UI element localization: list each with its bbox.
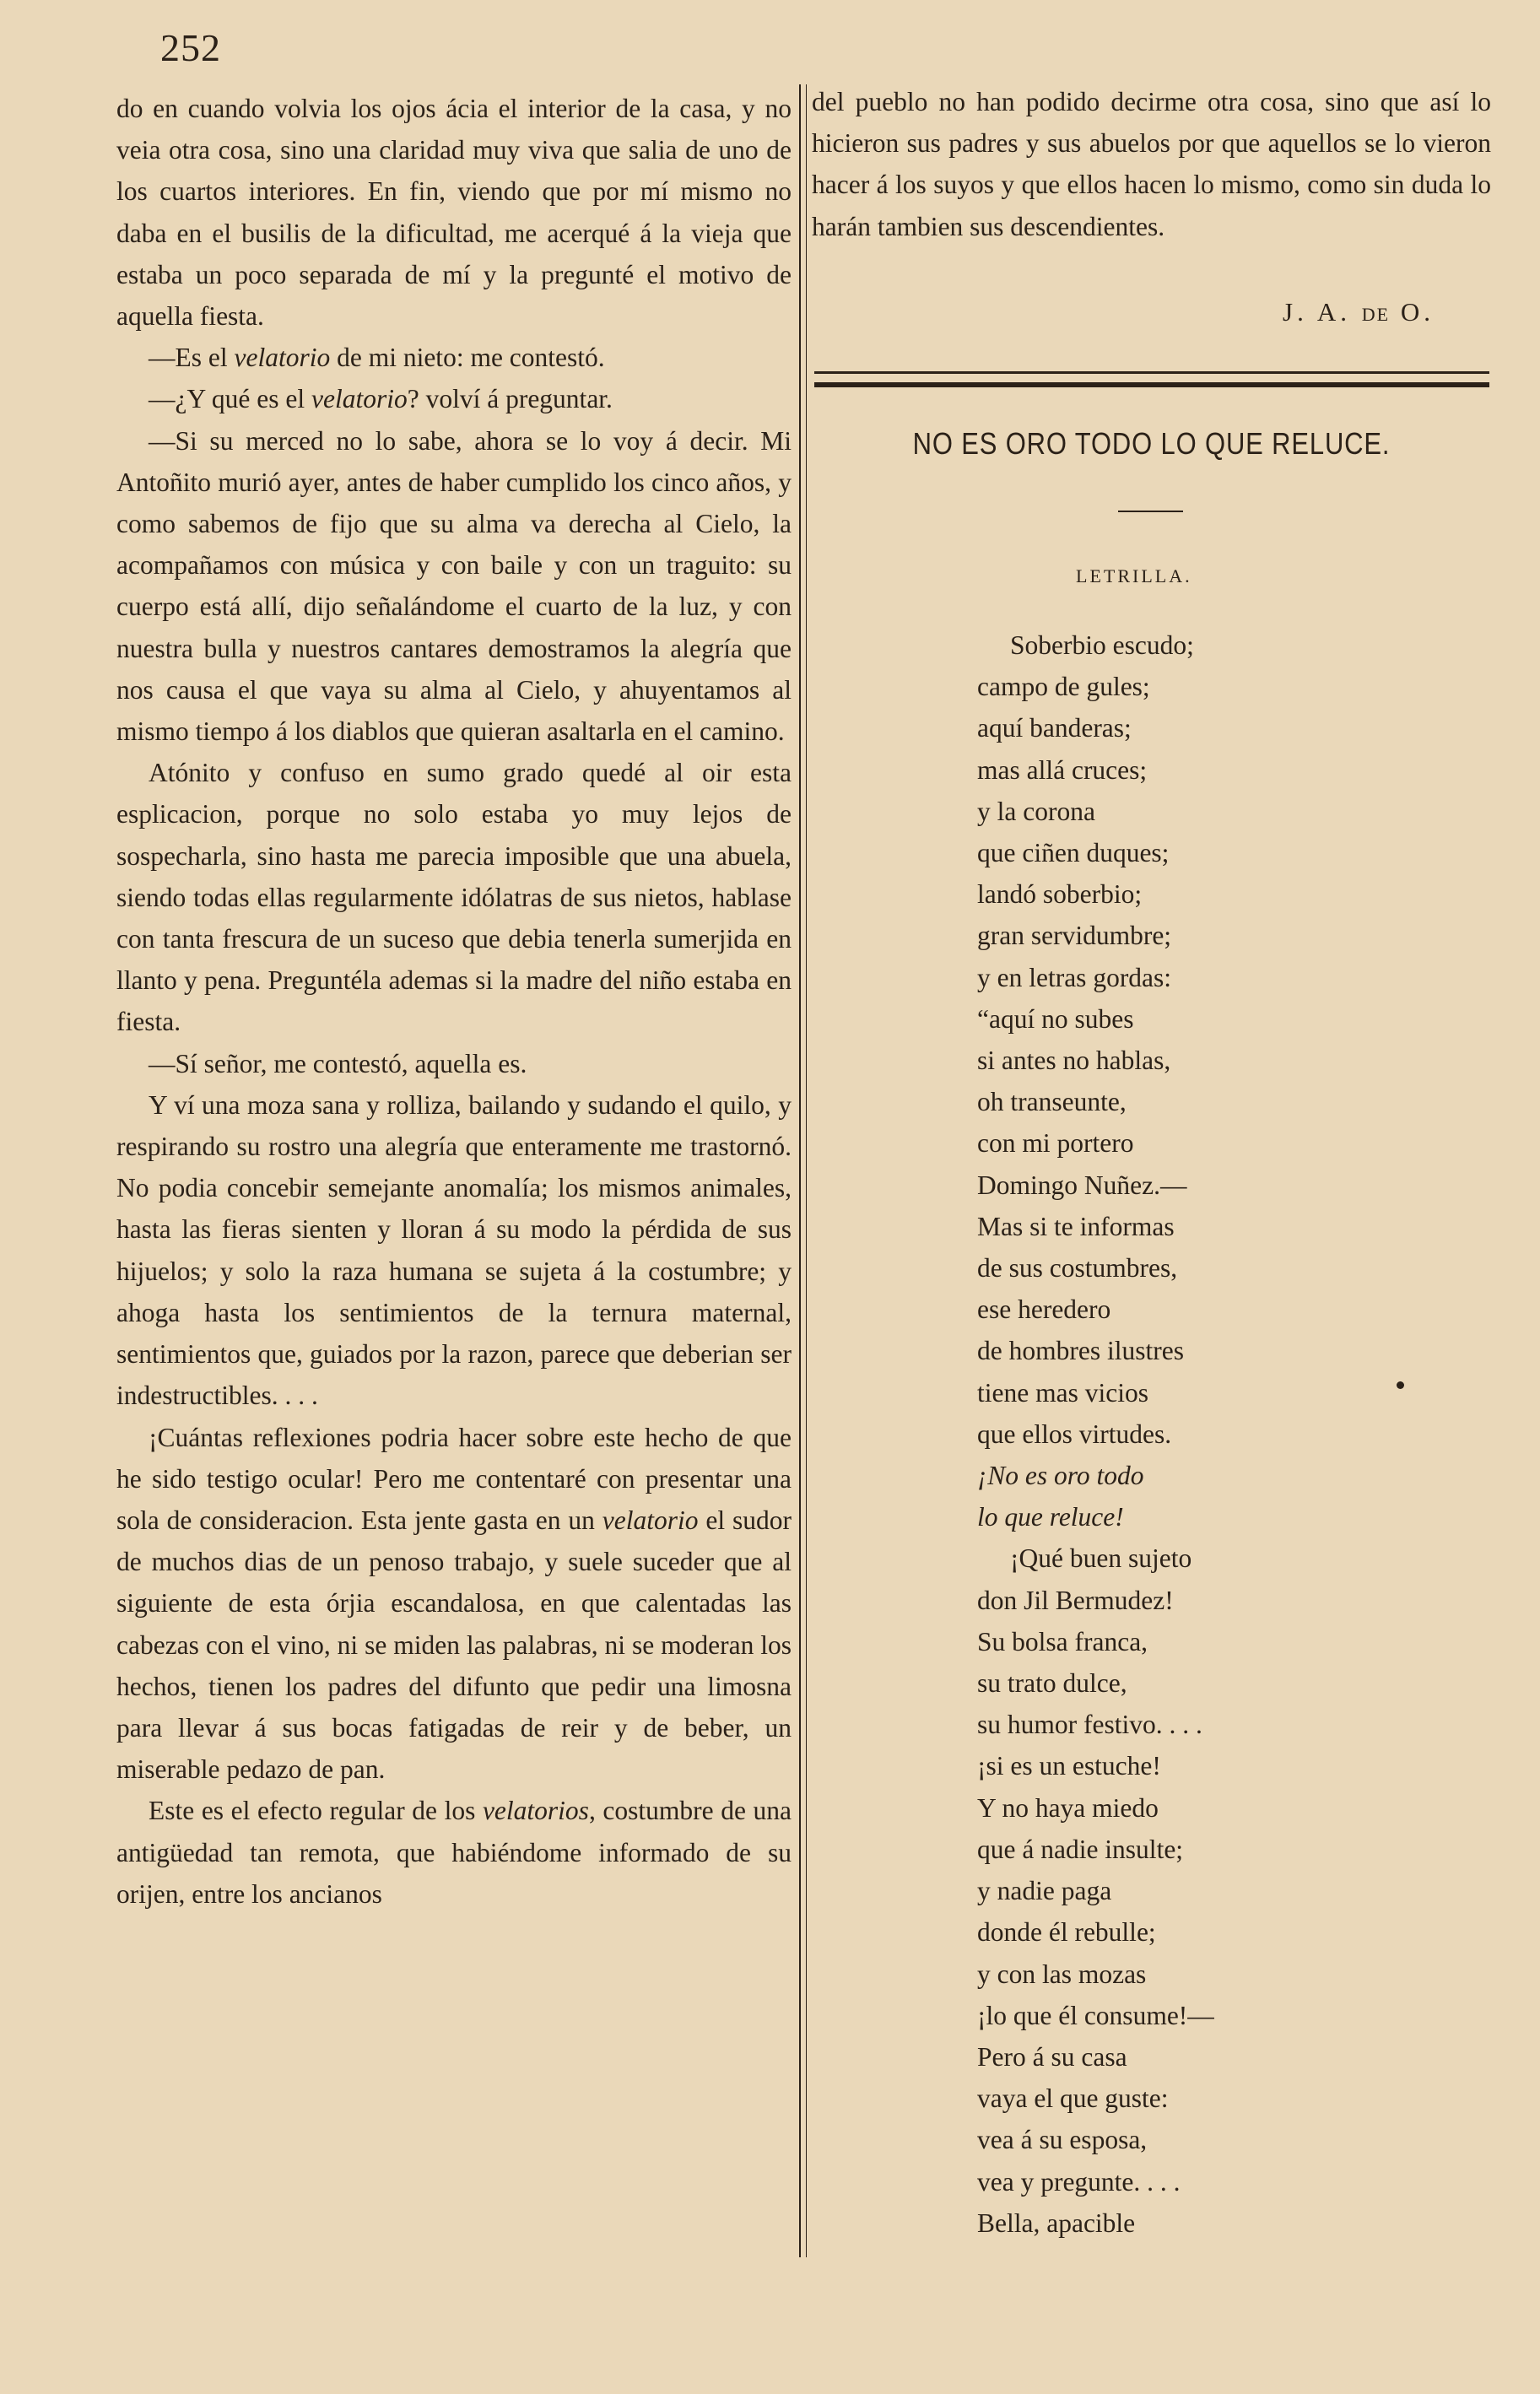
signature-surname: O. — [1400, 297, 1435, 327]
poem-line: “aquí no subes — [977, 1003, 1134, 1034]
poem-line: Domingo Nuñez.— — [977, 1170, 1187, 1200]
column-divider — [799, 84, 807, 2257]
poem-line: ¡si es un estuche! — [977, 1751, 1161, 1781]
poem-body — [977, 624, 1450, 2244]
poem-line: vea y pregunte. . . . — [977, 2166, 1181, 2197]
signature-de: DE — [1361, 304, 1391, 325]
title-rule — [1118, 511, 1183, 512]
poem-line: ese heredero — [977, 1294, 1111, 1325]
poem-line: y nadie paga — [977, 1876, 1112, 1906]
poem-line: y en letras gordas: — [977, 962, 1172, 992]
signature-initials: J. A. — [1283, 297, 1351, 327]
poem-line: ¡lo que él consume!— — [977, 2000, 1214, 2030]
left-column — [116, 88, 792, 1915]
poem-line: landó soberbio; — [977, 879, 1143, 910]
left-column-paragraph: ¡Cuántas reflexiones podria hacer sobre este hecho de que he sido testigo ocular! Pero me contentaré con presentar una sola de consideracion. Esta jente gasta en un velatorio el sudor de muchos dias de un penoso trabajo, y suele suceder que al siguiente de esta órjia escandalosa, en que calentadas las cabezas con el vino, ni se miden las palabras, ni se moderan los hechos, tienen los padres del difunto que pedir una limosna para llevar á sus bocas fatigadas de reir y de beber, un miserable pedazo de pan. — [116, 1422, 792, 1785]
poem-line: donde él rebulle; — [977, 1917, 1156, 1948]
poem-line: que á nadie insulte; — [977, 1834, 1184, 1864]
poem-line: Y no haya miedo — [977, 1792, 1159, 1823]
poem-line: si antes no hablas, — [977, 1046, 1171, 1076]
poem-line: Bella, apacible — [977, 2208, 1136, 2238]
poem-line: lo que reluce! — [977, 1502, 1124, 1532]
left-column-paragraph: —Si su merced no lo sabe, ahora se lo voy á decir. Mi Antoñito murió ayer, antes de haber cumplido los cinco años, y como sabemos de fijo que su alma va derecha al Cielo, la acompañamos con música y con baile y con un traguito: su cuerpo está allí, dijo señalándome el cuarto de la luz, y con nuestra bulla y nuestros cantares demostramos la alegría que nos causa el que vaya su alma al Cielo, y ahuyentamos al mismo tiempo á los diablos que quieran asaltarla en el camino. — [116, 425, 792, 747]
poem-line: su humor festivo. . . . — [977, 1710, 1202, 1740]
left-column-paragraph: —Es el velatorio de mi nieto: me contestó. — [149, 343, 605, 373]
poem-line: mas allá cruces; — [977, 754, 1148, 785]
page-number: 252 — [160, 26, 221, 69]
left-column-paragraph: Y ví una moza sana y rolliza, bailando y sudando el quilo, y respirando su rostro una alegría que enteramente me trastornó. No podia concebir semejante anomalía; los mismos animales, hasta las fieras sienten y lloran á su modo la pérdida de sus hijuelos; y solo la raza humana se sujeta á la costumbre; y ahoga hasta los sentimientos de la ternura maternal, sentimientos que, guiados por la razon, parece que deberian ser indestructibles. . . . — [116, 1089, 792, 1411]
poem-line: vea á su esposa, — [977, 2125, 1148, 2155]
left-column-paragraph: Este es el efecto regular de los velatorios, costumbre de una antigüedad tan remota, que habiéndome informado de su orijen, entre los ancianos — [116, 1796, 792, 1909]
left-column-paragraph: —¿Y qué es el velatorio? volví á preguntar. — [149, 384, 613, 414]
left-column-paragraph: —Sí señor, me contestó, aquella es. — [149, 1048, 527, 1078]
right-column-paragraph: del pueblo no han podido decirme otra cosa, sino que así lo hicieron sus padres y sus abuelos por que aquellos se lo vieron hacer á los suyos y que ellos hacen lo mismo, como sin duda lo harán tambien sus descendientes. — [812, 87, 1491, 241]
poem-line: tiene mas vicios — [977, 1377, 1148, 1408]
poem-line: aquí banderas; — [977, 713, 1132, 743]
poem-line: ¡Qué buen sujeto — [1010, 1543, 1192, 1574]
poem-line: don Jil Bermudez! — [977, 1585, 1174, 1615]
section-divider — [814, 371, 1489, 387]
poem-line: vaya el que guste: — [977, 2083, 1169, 2114]
poem-line: Pero á su casa — [977, 2041, 1127, 2072]
poem-line: Su bolsa franca, — [977, 1626, 1148, 1656]
poem-line: con mi portero — [977, 1128, 1134, 1159]
poem-line: su trato dulce, — [977, 1668, 1127, 1699]
poem-line: gran servidumbre; — [977, 921, 1172, 951]
poem-line: que ciñen duques; — [977, 838, 1170, 868]
poem-line: que ellos virtudes. — [977, 1419, 1172, 1449]
poem-subtitle: LETRILLA. — [1076, 565, 1192, 586]
poem-line: Mas si te informas — [977, 1211, 1175, 1241]
poem-line: de hombres ilustres — [977, 1336, 1184, 1366]
poem-line: ¡No es oro todo — [977, 1461, 1144, 1491]
right-column — [812, 81, 1491, 247]
poem-line: campo de gules; — [977, 672, 1150, 702]
left-column-paragraph: Atónito y confuso en sumo grado quedé al oir esta esplicacion, porque no solo estaba yo muy lejos de sospecharla, sino hasta me parecia imposible que una abuela, siendo todas ellas regularmente idólatras de sus nietos, hablase con tanta frescura de un suceso que debia tenerla sumerjida en llanto y pena. Preguntéla ademas si la madre del niño estaba en fiesta. — [116, 758, 792, 1037]
poem-line: oh transeunte, — [977, 1087, 1127, 1117]
poem-line: y la corona — [977, 796, 1095, 826]
poem-line: de sus costumbres, — [977, 1253, 1178, 1283]
poem-line: y con las mozas — [977, 1959, 1147, 1989]
poem-title: NO ES ORO TODO LO QUE RELUCE. — [912, 426, 1391, 461]
poem-line: Soberbio escudo; — [1010, 630, 1194, 660]
stray-dot-mark — [1397, 1381, 1404, 1389]
left-column-paragraph: do en cuando volvia los ojos ácia el interior de la casa, y no veia otra cosa, sino una claridad muy viva que salia de uno de los cuartos interiores. En fin, viendo que por mí mismo no daba en el busilis de la dificultad, me acerqué á la vieja que estaba un poco separada de mí y la pregunté el motivo de aquella fiesta. — [116, 94, 792, 332]
author-signature — [1283, 297, 1435, 327]
